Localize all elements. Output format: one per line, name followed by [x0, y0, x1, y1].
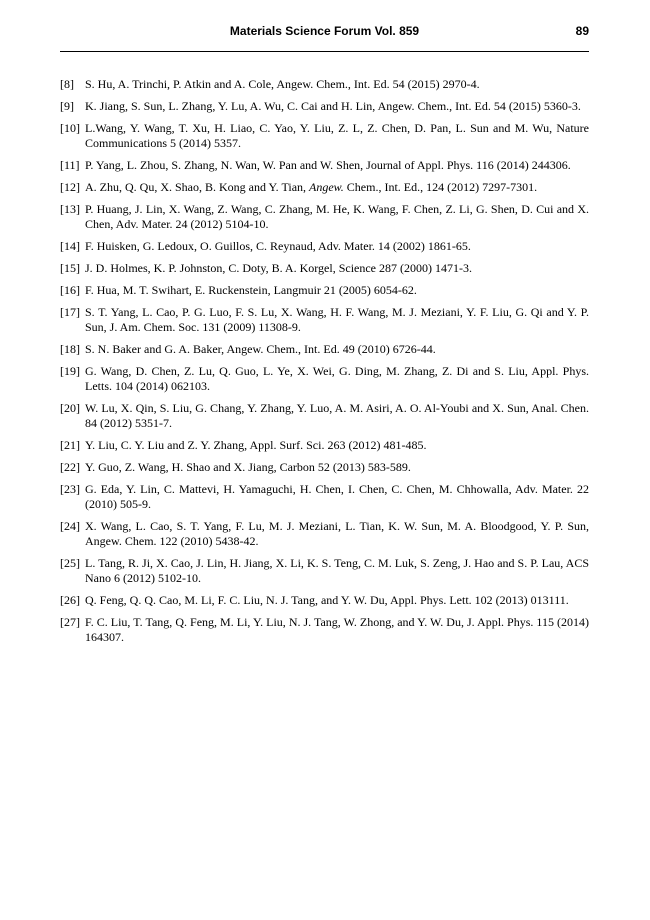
journal-title: Materials Science Forum Vol. 859: [229, 24, 420, 38]
reference-number: [12]: [60, 180, 80, 194]
reference-text: F. Huisken, G. Ledoux, O. Guillos, C. Reynaud, Adv. Mater. 14 (2002) 1861-65.: [85, 239, 471, 253]
reference-text: X. Wang, L. Cao, S. T. Yang, F. Lu, M. J. Meziani, L. Tian, K. W. Sun, M. A. Bloodgood, Y. P. Sun, Angew. Chem. 122 (2010) 5438-42.: [85, 519, 589, 548]
reference-item: [60, 180, 589, 195]
reference-number: [19]: [60, 364, 80, 378]
reference-item: [60, 305, 589, 335]
header-rule: [60, 51, 589, 52]
reference-text: K. Jiang, S. Sun, L. Zhang, Y. Lu, A. Wu, C. Cai and H. Lin, Angew. Chem., Int. Ed. 54 (2015) 5360-3.: [85, 99, 581, 113]
reference-text: G. Wang, D. Chen, Z. Lu, Q. Guo, L. Ye, X. Wei, G. Ding, M. Zhang, Z. Di and S. Liu, Appl. Phys. Letts. 104 (2014) 062103.: [85, 364, 589, 393]
reference-text: S. N. Baker and G. A. Baker, Angew. Chem., Int. Ed. 49 (2010) 6726-44.: [85, 342, 436, 356]
reference-number: [14]: [60, 239, 80, 253]
reference-number: [24]: [60, 519, 80, 533]
reference-item: [60, 482, 589, 512]
reference-text: F. Hua, M. T. Swihart, E. Ruckenstein, Langmuir 21 (2005) 6054-62.: [85, 283, 417, 297]
reference-item: [60, 261, 589, 276]
reference-item: [60, 556, 589, 586]
reference-list: [60, 77, 589, 652]
reference-text: A. Zhu, Q. Qu, X. Shao, B. Kong and Y. Tian, Angew. Chem., Int. Ed., 124 (2012) 7297-7301.: [85, 180, 538, 194]
reference-number: [9]: [60, 99, 74, 113]
reference-number: [8]: [60, 77, 74, 91]
reference-text: Q. Feng, Q. Q. Cao, M. Li, F. C. Liu, N. J. Tang, and Y. W. Du, Appl. Phys. Lett. 102 (2013) 013111.: [85, 593, 569, 607]
reference-item: [60, 593, 589, 608]
reference-item: [60, 283, 589, 298]
reference-text: Y. Guo, Z. Wang, H. Shao and X. Jiang, Carbon 52 (2013) 583-589.: [85, 460, 411, 474]
reference-item: [60, 438, 589, 453]
reference-text: G. Eda, Y. Lin, C. Mattevi, H. Yamaguchi, H. Chen, I. Chen, C. Chen, M. Chhowalla, Adv. Mater. 22 (2010) 505-9.: [85, 482, 589, 511]
reference-text: P. Yang, L. Zhou, S. Zhang, N. Wan, W. Pan and W. Shen, Journal of Appl. Phys. 116 (2014) 244306.: [85, 158, 571, 172]
reference-item: [60, 342, 589, 357]
reference-item: [60, 121, 589, 151]
reference-number: [22]: [60, 460, 80, 474]
reference-number: [27]: [60, 615, 80, 629]
reference-item: [60, 364, 589, 394]
reference-text: W. Lu, X. Qin, S. Liu, G. Chang, Y. Zhang, Y. Luo, A. M. Asiri, A. O. Al-Youbi and X. Sun, Anal. Chen. 84 (2012) 5351-7.: [85, 401, 589, 430]
reference-text: L.Wang, Y. Wang, T. Xu, H. Liao, C. Yao, Y. Liu, Z. L, Z. Chen, D. Pan, L. Sun and M. Wu, Nature Communications 5 (2014) 5357.: [85, 121, 589, 150]
reference-text: L. Tang, R. Ji, X. Cao, J. Lin, H. Jiang, X. Li, K. S. Teng, C. M. Luk, S. Zeng, J. Hao and S. P. Lau, ACS Nano 6 (2012) 5102-10.: [85, 556, 589, 585]
reference-item: [60, 519, 589, 549]
reference-item: [60, 239, 589, 254]
reference-item: [60, 158, 589, 173]
reference-number: [16]: [60, 283, 80, 297]
running-header: [60, 24, 589, 42]
reference-text: S. Hu, A. Trinchi, P. Atkin and A. Cole, Angew. Chem., Int. Ed. 54 (2015) 2970-4.: [85, 77, 480, 91]
reference-item: [60, 401, 589, 431]
reference-number: [15]: [60, 261, 80, 275]
reference-text: Y. Liu, C. Y. Liu and Z. Y. Zhang, Appl. Surf. Sci. 263 (2012) 481-485.: [85, 438, 427, 452]
reference-item: [60, 460, 589, 475]
reference-number: [18]: [60, 342, 80, 356]
reference-text: F. C. Liu, T. Tang, Q. Feng, M. Li, Y. Liu, N. J. Tang, W. Zhong, and Y. W. Du, J. Appl. Phys. 115 (2014) 164307.: [85, 615, 589, 644]
reference-text: P. Huang, J. Lin, X. Wang, Z. Wang, C. Zhang, M. He, K. Wang, F. Chen, Z. Li, G. Shen, D. Cui and X. Chen, Adv. Mater. 24 (2012) 5104-10.: [85, 202, 589, 231]
reference-number: [21]: [60, 438, 80, 452]
reference-number: [11]: [60, 158, 80, 172]
reference-number: [17]: [60, 305, 80, 319]
reference-number: [25]: [60, 556, 80, 570]
page-number: 89: [575, 24, 589, 38]
reference-item: [60, 202, 589, 232]
reference-number: [23]: [60, 482, 80, 496]
reference-item: [60, 615, 589, 645]
reference-number: [26]: [60, 593, 80, 607]
reference-text: J. D. Holmes, K. P. Johnston, C. Doty, B. A. Korgel, Science 287 (2000) 1471-3.: [85, 261, 472, 275]
reference-number: [13]: [60, 202, 80, 216]
reference-item: [60, 99, 589, 114]
reference-number: [10]: [60, 121, 80, 135]
reference-text: S. T. Yang, L. Cao, P. G. Luo, F. S. Lu, X. Wang, H. F. Wang, M. J. Meziani, Y. F. Liu, G. Qi and Y. P. Sun, J. Am. Chem. Soc. 131 (2009) 11308-9.: [85, 305, 589, 334]
reference-number: [20]: [60, 401, 80, 415]
reference-item: [60, 77, 589, 92]
